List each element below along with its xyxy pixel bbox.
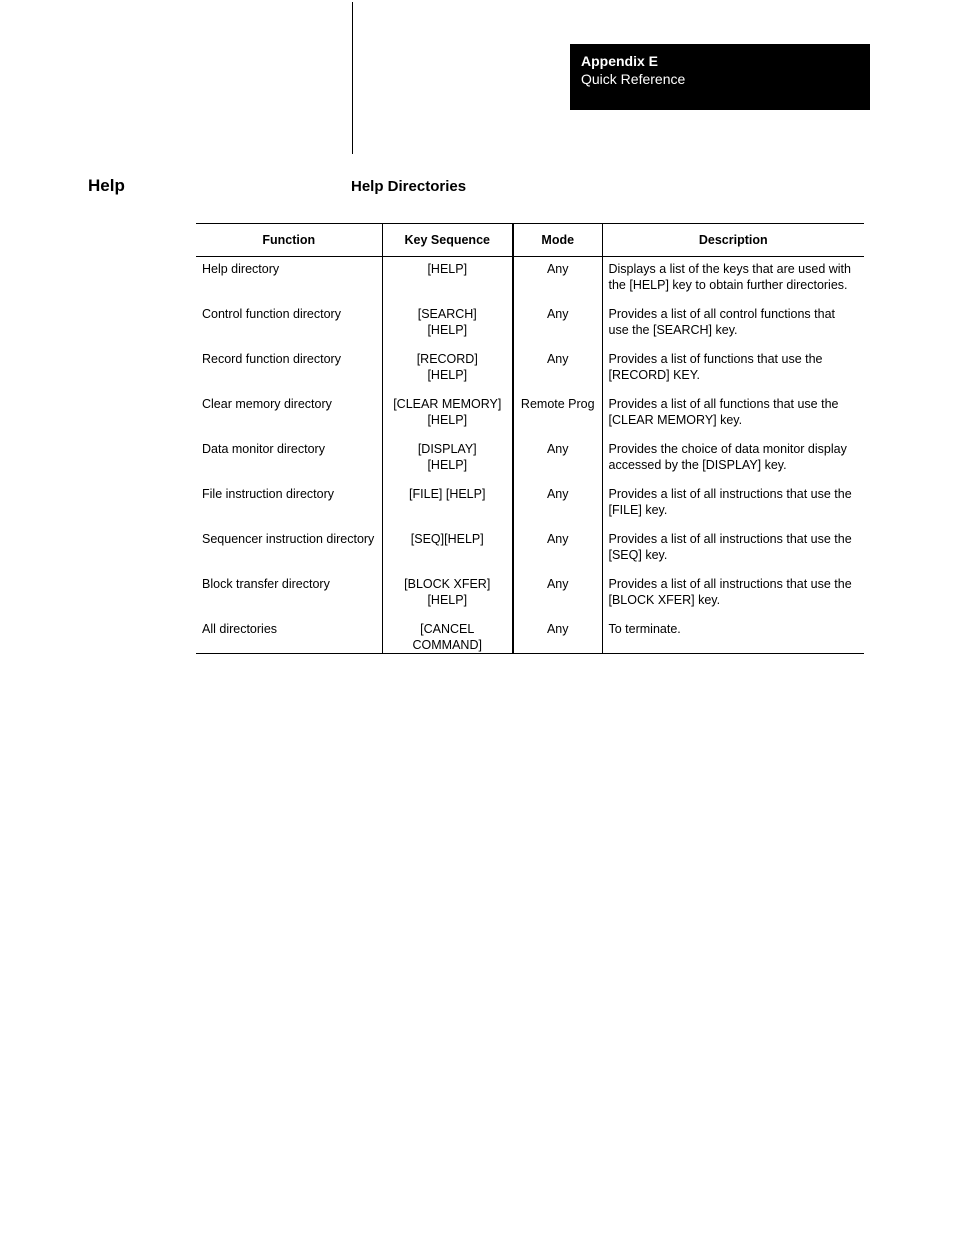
mode-cell: Any <box>513 437 602 482</box>
function-cell: Control function directory <box>196 302 382 347</box>
key-sequence-cell: [SEQ][HELP] <box>382 527 513 572</box>
table-row <box>196 572 864 617</box>
table-row <box>196 437 864 482</box>
mode-cell: Remote Prog <box>513 392 602 437</box>
description-cell: Provides a list of all instructions that use the [SEQ] key. <box>608 532 852 562</box>
description-cell: Provides a list of functions that use the [RECORD] KEY. <box>608 352 823 382</box>
key-sequence-cell: [HELP] <box>382 257 513 303</box>
mode-cell: Any <box>513 617 602 654</box>
description-cell: To terminate. <box>602 617 864 654</box>
margin-rule <box>352 2 353 154</box>
mode-cell: Any <box>513 572 602 617</box>
help-directories-table <box>196 223 864 654</box>
subsection-title: Help Directories <box>351 178 467 195</box>
table-row <box>196 482 864 527</box>
mode-cell: Any <box>513 527 602 572</box>
table-header-row <box>196 224 864 257</box>
function-cell: File instruction directory <box>196 482 382 527</box>
column-header-mode: Mode <box>513 224 602 257</box>
key-sequence-cell: [DISPLAY] [HELP] <box>382 437 513 482</box>
function-cell: Clear memory directory <box>196 392 382 437</box>
table-row <box>196 257 864 303</box>
key-sequence-cell: [BLOCK XFER] [HELP] <box>382 572 513 617</box>
function-cell: Help directory <box>196 257 382 303</box>
key-sequence-cell: [CANCEL COMMAND] <box>382 617 513 654</box>
key-sequence-cell: [SEARCH] [HELP] <box>382 302 513 347</box>
description-cell: Provides a list of all functions that use the [CLEAR MEMORY] key. <box>608 397 839 427</box>
mode-cell: Any <box>513 257 602 303</box>
function-cell: Record function directory <box>196 347 382 392</box>
running-header <box>570 44 870 110</box>
appendix-label: Appendix E <box>581 53 659 69</box>
table-row <box>196 347 864 392</box>
mode-cell: Any <box>513 302 602 347</box>
appendix-subtitle: Quick Reference <box>581 71 686 87</box>
key-sequence-cell: [CLEAR MEMORY] [HELP] <box>382 392 513 437</box>
section-title: Help <box>88 176 125 195</box>
description-cell: Provides a list of all instructions that use the [BLOCK XFER] key. <box>608 577 852 607</box>
description-cell: Displays a list of the keys that are used with the [HELP] key to obtain further directories. <box>608 262 851 292</box>
function-cell: All directories <box>196 617 382 654</box>
description-cell: Provides a list of all control functions that use the [SEARCH] key. <box>608 307 836 337</box>
table-row <box>196 527 864 572</box>
mode-cell: Any <box>513 482 602 527</box>
function-cell: Block transfer directory <box>196 572 382 617</box>
mode-cell: Any <box>513 347 602 392</box>
key-sequence-cell: [RECORD] [HELP] <box>382 347 513 392</box>
table-row <box>196 302 864 347</box>
description-cell: Provides a list of all instructions that use the [FILE] key. <box>608 487 852 517</box>
table-row <box>196 392 864 437</box>
function-cell: Sequencer instruction directory <box>196 527 382 572</box>
column-header-function: Function <box>196 224 382 257</box>
function-cell: Data monitor directory <box>196 437 382 482</box>
column-header-key-sequence: Key Sequence <box>382 224 513 257</box>
description-cell: Provides the choice of data monitor display accessed by the [DISPLAY] key. <box>608 442 847 472</box>
table-row <box>196 617 864 654</box>
column-header-description: Description <box>602 224 864 257</box>
key-sequence-cell: [FILE] [HELP] <box>382 482 513 527</box>
